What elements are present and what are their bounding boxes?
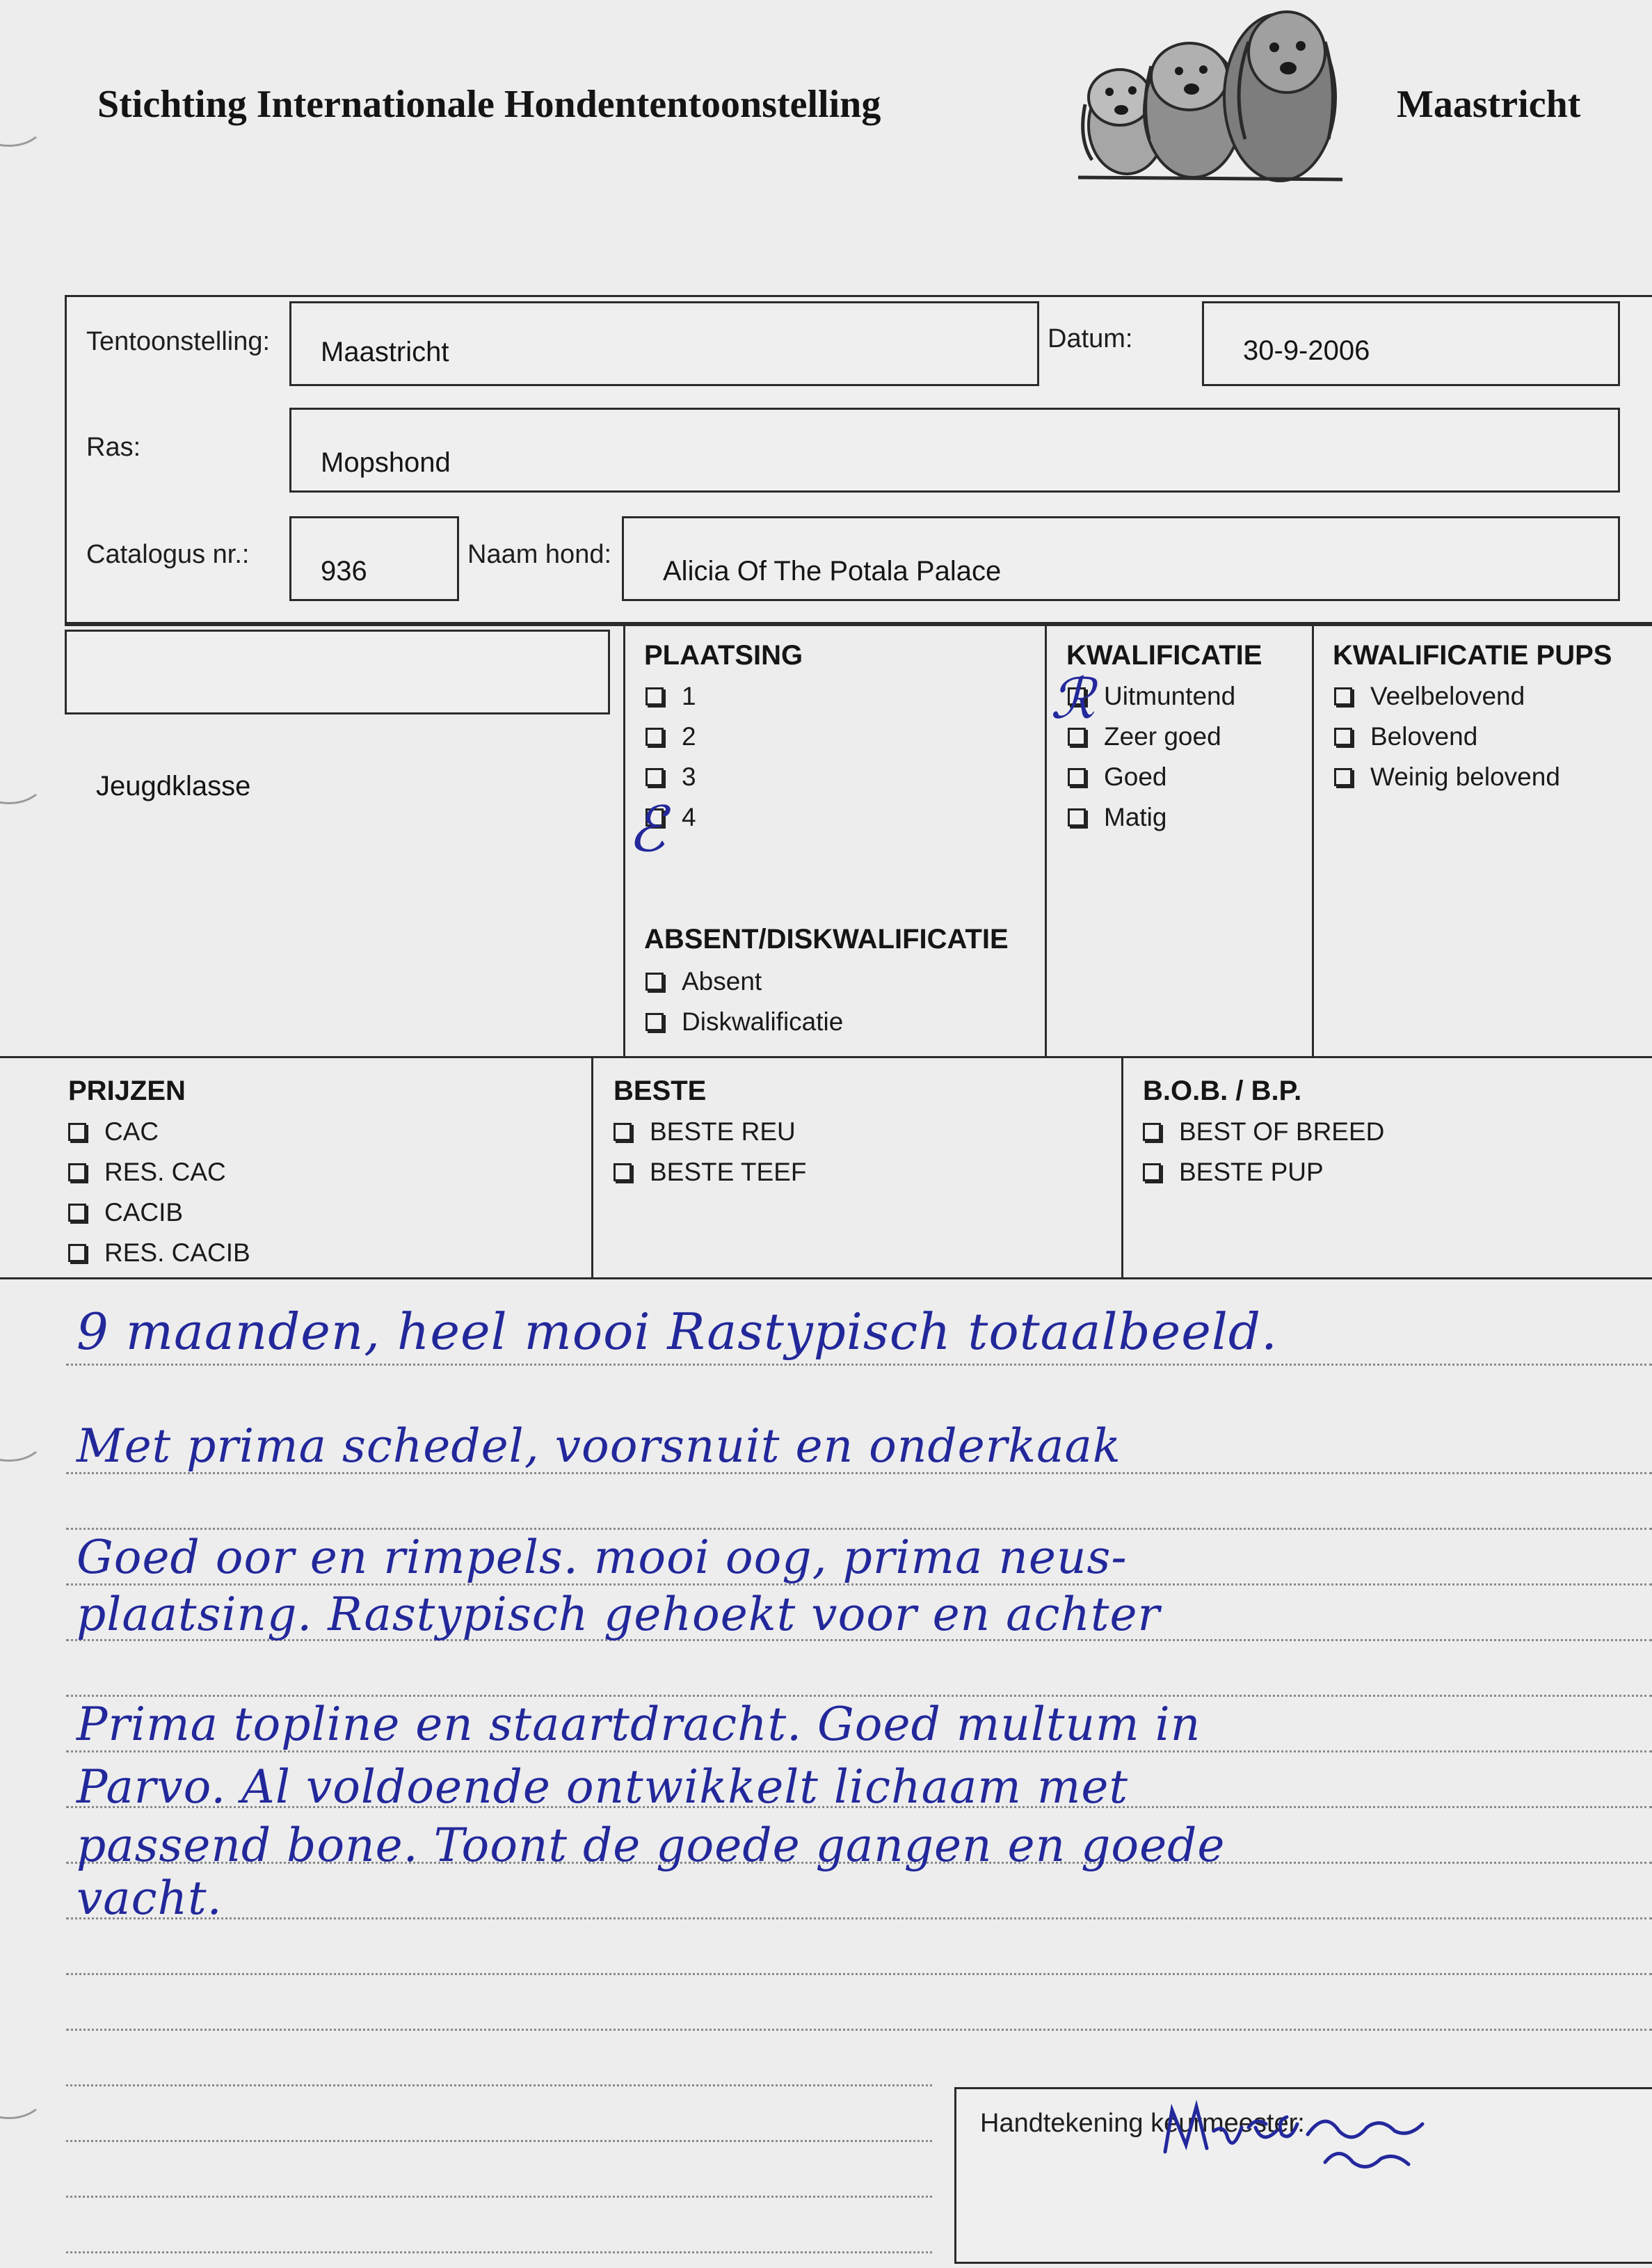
prijzen-heading: PRIJZEN [68, 1076, 186, 1106]
kwalificatie-pups-heading: KWALIFICATIE PUPS [1333, 640, 1612, 671]
divider [623, 622, 625, 1057]
critique-line: Prima topline en staartdracht. Goed multum in [77, 1698, 1201, 1751]
show-label: Tentoonstelling: [86, 327, 271, 356]
divider [1121, 1056, 1123, 1279]
dogname-value: Alicia Of The Potala Palace [663, 556, 1002, 586]
plaatsing-option-4[interactable]: 4 [645, 803, 696, 832]
checkbox[interactable] [1143, 1123, 1161, 1141]
plaatsing-option-3[interactable]: 3 [645, 762, 696, 792]
absent-heading: ABSENT/DISKWALIFICATIE [644, 924, 1009, 955]
checkbox[interactable] [1334, 768, 1352, 786]
breed-label: Ras: [86, 433, 141, 462]
breed-field[interactable] [289, 408, 1620, 493]
divider [591, 1056, 593, 1279]
checkbox[interactable] [645, 728, 664, 746]
critique-line: plaatsing. Rastypisch gehoekt voor en achter [77, 1588, 1161, 1641]
checkbox[interactable] [68, 1204, 86, 1222]
check-mark-plaatsing: ℰ [627, 793, 666, 866]
beste-option-reu[interactable]: BESTE REU [614, 1117, 796, 1147]
checkbox[interactable] [645, 973, 664, 991]
bob-option-beste-pup[interactable]: BESTE PUP [1143, 1158, 1324, 1187]
date-field[interactable] [1202, 301, 1620, 386]
kwalificatie-option-matig[interactable]: Matig [1068, 803, 1166, 832]
date-value: 30-9-2006 [1243, 335, 1370, 366]
checkbox[interactable] [645, 768, 664, 786]
writing-line [66, 1364, 1652, 1366]
punch-hole [0, 1409, 46, 1462]
dogname-field[interactable] [622, 516, 1620, 601]
writing-line [66, 2029, 1652, 2031]
catalog-value: 936 [321, 556, 367, 586]
critique-line: vacht. [77, 1871, 223, 1925]
bob-option-best-of-breed[interactable]: BEST OF BREED [1143, 1117, 1384, 1147]
pups-option-belovend[interactable]: Belovend [1334, 722, 1477, 751]
checkbox[interactable] [68, 1163, 86, 1181]
writing-line [66, 1973, 1652, 1975]
prijs-option-cacib[interactable]: CACIB [68, 1198, 183, 1227]
plaatsing-option-2[interactable]: 2 [645, 722, 696, 751]
show-value: Maastricht [321, 337, 449, 367]
show-field[interactable] [289, 301, 1039, 386]
writing-line [66, 1695, 1652, 1697]
check-mark-kwalificatie: ℛ [1050, 666, 1095, 731]
critique-line: Parvo. Al voldoende ontwikkelt lichaam met [77, 1760, 1129, 1814]
diskwalificatie-option[interactable]: Diskwalificatie [645, 1007, 843, 1037]
signature-box [954, 2087, 1652, 2264]
writing-line [66, 2140, 932, 2142]
checkbox[interactable] [645, 1013, 664, 1031]
checkbox[interactable] [68, 1123, 86, 1141]
checkbox[interactable] [1334, 728, 1352, 746]
writing-line [66, 2084, 932, 2086]
critique-line: passend bone. Toont de goede gangen en goede [77, 1819, 1226, 1872]
checkbox[interactable] [1068, 808, 1086, 826]
critique-line: Met prima schedel, voorsnuit en onderkaak [77, 1419, 1121, 1473]
prijs-option-res-cac[interactable]: RES. CAC [68, 1158, 226, 1187]
checkbox[interactable] [614, 1163, 632, 1181]
writing-line [66, 2196, 932, 2198]
divider [0, 1277, 1652, 1279]
divider [65, 622, 1652, 624]
kwalificatie-option-uitmuntend[interactable]: Uitmuntend [1068, 682, 1235, 711]
divider [1045, 622, 1047, 1057]
prijs-option-res-cacib[interactable]: RES. CACIB [68, 1238, 250, 1268]
puppies-logo [1071, 0, 1349, 188]
dogname-label: Naam hond: [467, 540, 612, 569]
city-title: Maastricht [1397, 83, 1581, 126]
bob-heading: B.O.B. / B.P. [1143, 1076, 1302, 1106]
catalog-field[interactable] [289, 516, 459, 601]
signature-label: Handtekening keurmeester: [980, 2109, 1305, 2138]
kwalificatie-option-goed[interactable]: Goed [1068, 762, 1167, 792]
beste-heading: BESTE [614, 1076, 707, 1106]
class-box [65, 630, 610, 714]
critique-line: 9 maanden, heel mooi Rastypisch totaalbeeld. [77, 1302, 1278, 1361]
divider [0, 1056, 1652, 1058]
judge-signature [1158, 2096, 1450, 2187]
punch-hole [0, 751, 46, 804]
divider [1312, 622, 1314, 1057]
punch-hole [0, 94, 46, 147]
writing-line [66, 1917, 1652, 1919]
date-label: Datum: [1048, 324, 1133, 353]
breed-value: Mopshond [321, 447, 451, 478]
writing-line [66, 2251, 932, 2253]
organization-title: Stichting Internationale Hondententoonstelling [97, 83, 881, 126]
writing-line [66, 1528, 1652, 1530]
absent-option[interactable]: Absent [645, 967, 762, 996]
catalog-label: Catalogus nr.: [86, 540, 250, 569]
critique-line: Goed oor en rimpels. mooi oog, prima neus- [77, 1531, 1128, 1584]
plaatsing-option-1[interactable]: 1 [645, 682, 696, 711]
plaatsing-heading: PLAATSING [644, 640, 803, 671]
checkbox[interactable] [645, 687, 664, 705]
checkbox[interactable] [614, 1123, 632, 1141]
beste-option-teef[interactable]: BESTE TEEF [614, 1158, 807, 1187]
checkbox[interactable] [1143, 1163, 1161, 1181]
pups-option-veelbelovend[interactable]: Veelbelovend [1334, 682, 1525, 711]
checkbox[interactable] [1334, 687, 1352, 705]
checkbox[interactable] [68, 1244, 86, 1262]
checkbox[interactable] [1068, 768, 1086, 786]
kwalificatie-option-zeer-goed[interactable]: Zeer goed [1068, 722, 1221, 751]
pups-option-weinig-belovend[interactable]: Weinig belovend [1334, 762, 1560, 792]
class-name: Jeugdklasse [96, 771, 251, 801]
punch-hole [0, 2066, 46, 2119]
prijs-option-cac[interactable]: CAC [68, 1117, 159, 1147]
kwalificatie-heading: KWALIFICATIE [1066, 640, 1262, 671]
